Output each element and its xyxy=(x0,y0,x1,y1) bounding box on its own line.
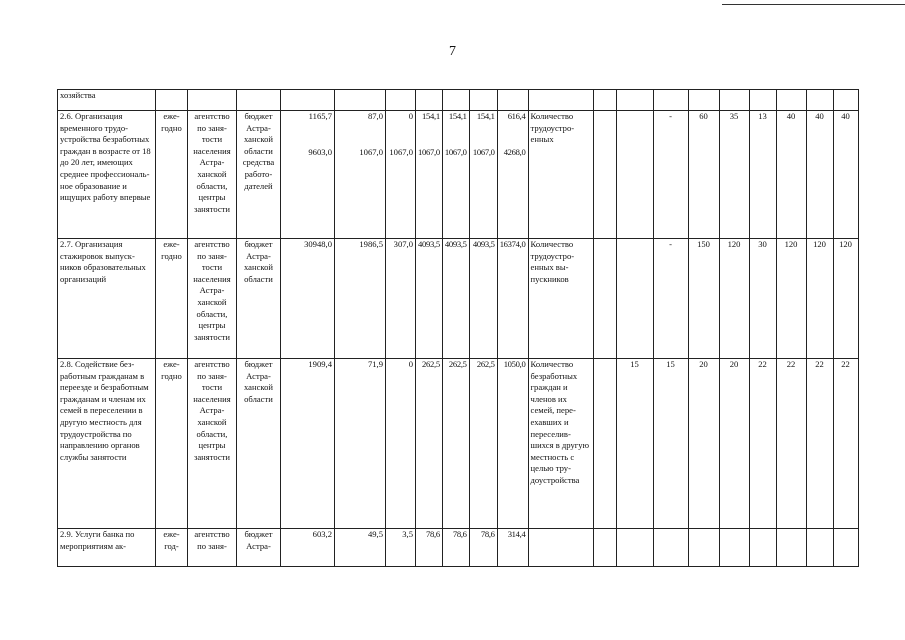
amount-year: 262,5 xyxy=(469,359,497,529)
source-employers: средства работодателей xyxy=(242,157,275,191)
source-cell xyxy=(237,111,281,239)
period-cell: ежегод- xyxy=(156,529,188,567)
amount-year: 307,0 xyxy=(386,239,416,359)
source-cell: бюджет Астраханской области xyxy=(237,239,281,359)
table-row xyxy=(58,239,859,359)
table-row xyxy=(58,529,859,567)
amount-year: 262,5 xyxy=(416,359,443,529)
indicator-value: 120 xyxy=(776,239,806,359)
amount-year: 3,5 xyxy=(386,529,416,567)
indicator-value: 35 xyxy=(719,111,749,239)
indicator-value: 20 xyxy=(688,359,719,529)
source-cell: бюджет Астра- xyxy=(237,529,281,567)
source-cell: бюджет Астраханской области xyxy=(237,359,281,529)
source-regional-budget: бюджет Астраханской области xyxy=(243,111,274,156)
amount-year: 154,1 1067,0 xyxy=(469,111,497,239)
indicator-value: 20 xyxy=(719,359,749,529)
executor-cell: агентство по занятости населения Астраханской области, центры занятости xyxy=(188,111,237,239)
program-table xyxy=(57,89,859,567)
amount-year: 154,1 1067,0 xyxy=(442,111,469,239)
amount-year: 1050,0 xyxy=(497,359,528,529)
indicator-value: 22 xyxy=(833,359,858,529)
amount-total: 30948,0 xyxy=(281,239,335,359)
amount-total: 1909,4 xyxy=(281,359,335,529)
indicator-value: 15 xyxy=(616,359,653,529)
indicator-value: 13 xyxy=(749,111,776,239)
indicator-value: 22 xyxy=(806,359,833,529)
measure-name: 2.8. Содействие безработным гражданам в переезде и безработным гражданам и членам их семей в переселении в другую местность для трудоустройства по направлению органов службы занятости xyxy=(58,359,156,529)
indicator-cell: Количество трудоустроенных xyxy=(528,111,593,239)
amount-year: 16374,0 xyxy=(497,239,528,359)
executor-cell: агентство по заня- xyxy=(188,529,237,567)
table-row xyxy=(58,90,859,111)
amount-year: 49,5 xyxy=(335,529,386,567)
amount-year: 1986,5 xyxy=(335,239,386,359)
indicator-value: - xyxy=(653,111,688,239)
indicator-value: 40 xyxy=(776,111,806,239)
indicator-value: 120 xyxy=(719,239,749,359)
amount-total: 1165,7 9603,0 xyxy=(281,111,335,239)
executor-cell: агентство по занятости населения Астраханской области, центры занятости xyxy=(188,239,237,359)
amount-year: 4093,5 xyxy=(469,239,497,359)
amount-year: 71,9 xyxy=(335,359,386,529)
indicator-value: 15 xyxy=(653,359,688,529)
amount-year: 4093,5 xyxy=(416,239,443,359)
page-number: 7 xyxy=(449,44,456,59)
period-cell: ежегодно xyxy=(156,359,188,529)
amount-year: 78,6 xyxy=(469,529,497,567)
indicator-cell: Количество трудоустроенных выпускников xyxy=(528,239,593,359)
indicator-value: - xyxy=(653,239,688,359)
amount-year: 154,1 1067,0 xyxy=(416,111,443,239)
indicator-cell: Количество безработных граждан и членов их семей, переехавших и переселившихся в другую местность с целью трудоустройства xyxy=(528,359,593,529)
measure-name: 2.7. Организация стажировок выпускников образовательных организаций xyxy=(58,239,156,359)
indicator-value: 120 xyxy=(833,239,858,359)
amount-year: 4093,5 xyxy=(442,239,469,359)
indicator-value: 40 xyxy=(833,111,858,239)
measure-name: 2.6. Организация временного трудоустройства безработных граждан в возрасте от 18 до 20 лет, имеющих среднее профессиональное образование и ищущих работу впервые xyxy=(58,111,156,239)
amount-year: 87,0 1067,0 xyxy=(335,111,386,239)
executor-cell: агентство по занятости населения Астраханской области, центры занятости xyxy=(188,359,237,529)
indicator-value: 22 xyxy=(749,359,776,529)
amount-year: 0 xyxy=(386,359,416,529)
period-cell: ежегодно xyxy=(156,239,188,359)
amount-year: 0 1067,0 xyxy=(386,111,416,239)
indicator-value: 150 xyxy=(688,239,719,359)
table-row xyxy=(58,359,859,529)
amount-year: 616,4 4268,0 xyxy=(497,111,528,239)
top-border-line xyxy=(722,4,905,5)
indicator-value: 22 xyxy=(776,359,806,529)
amount-year: 314,4 xyxy=(497,529,528,567)
measure-name: 2.9. Услуги банка по мероприятиям ак- xyxy=(58,529,156,567)
row-name-continued: хозяйства xyxy=(58,90,156,111)
amount-year: 78,6 xyxy=(416,529,443,567)
amount-year: 78,6 xyxy=(442,529,469,567)
table-row xyxy=(58,111,859,239)
indicator-value: 40 xyxy=(806,111,833,239)
indicator-value: 120 xyxy=(806,239,833,359)
amount-total: 603,2 xyxy=(281,529,335,567)
period-cell: ежегодно xyxy=(156,111,188,239)
indicator-value: 60 xyxy=(688,111,719,239)
amount-year: 262,5 xyxy=(442,359,469,529)
indicator-value: 30 xyxy=(749,239,776,359)
